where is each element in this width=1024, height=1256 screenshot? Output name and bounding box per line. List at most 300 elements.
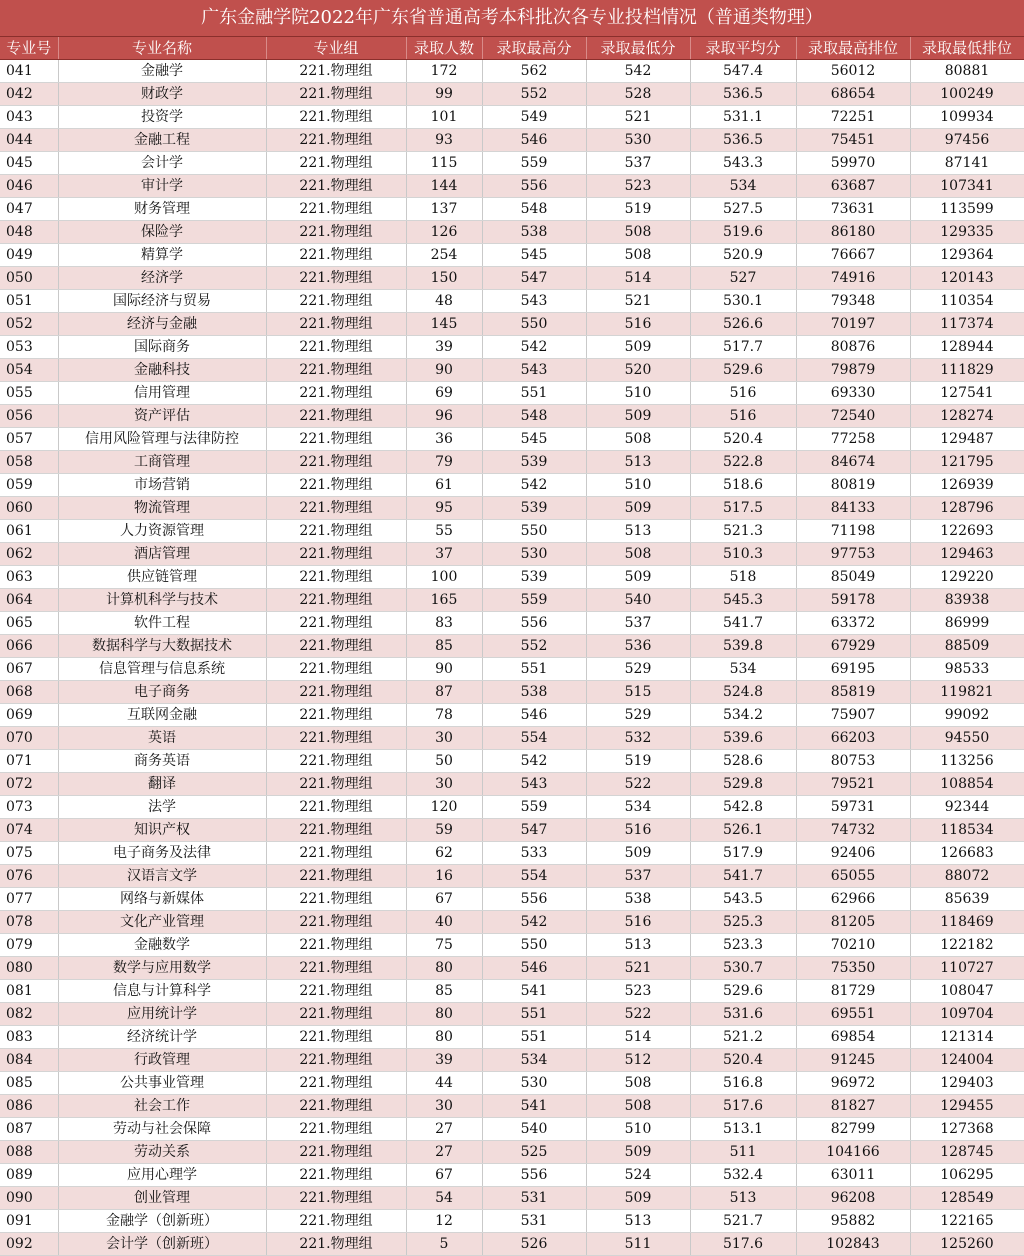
admit-count-cell: 39	[406, 336, 482, 359]
avg-score-cell: 520.4	[690, 428, 796, 451]
min-score-cell: 528	[586, 83, 690, 106]
col-header-avg-score: 录取平均分	[690, 37, 796, 60]
admit-count-cell: 80	[406, 1003, 482, 1026]
max-score-cell: 550	[482, 520, 586, 543]
max-rank-cell: 102843	[796, 1233, 910, 1256]
max-rank-cell: 84133	[796, 497, 910, 520]
max-rank-cell: 62966	[796, 888, 910, 911]
admit-count-cell: 165	[406, 589, 482, 612]
table-row	[0, 589, 1024, 612]
major-code-cell: 088	[0, 1141, 58, 1164]
min-rank-cell: 108047	[910, 980, 1024, 1003]
table-row	[0, 1164, 1024, 1187]
admit-count-cell: 120	[406, 796, 482, 819]
max-rank-cell: 59178	[796, 589, 910, 612]
table-row	[0, 221, 1024, 244]
major-name-cell: 精算学	[58, 244, 266, 267]
max-score-cell: 525	[482, 1141, 586, 1164]
max-rank-cell: 70210	[796, 934, 910, 957]
max-score-cell: 546	[482, 129, 586, 152]
major-code-cell: 081	[0, 980, 58, 1003]
max-score-cell: 538	[482, 221, 586, 244]
max-rank-cell: 75907	[796, 704, 910, 727]
table-row	[0, 750, 1024, 773]
major-name-cell: 计算机科学与技术	[58, 589, 266, 612]
max-rank-cell: 63011	[796, 1164, 910, 1187]
col-header-group: 专业组	[266, 37, 406, 60]
min-rank-cell: 129487	[910, 428, 1024, 451]
max-rank-cell: 81205	[796, 911, 910, 934]
major-group-cell: 221.物理组	[266, 497, 406, 520]
max-score-cell: 526	[482, 1233, 586, 1256]
major-name-cell: 工商管理	[58, 451, 266, 474]
major-name-cell: 资产评估	[58, 405, 266, 428]
major-group-cell: 221.物理组	[266, 359, 406, 382]
max-score-cell: 539	[482, 497, 586, 520]
major-name-cell: 投资学	[58, 106, 266, 129]
major-code-cell: 080	[0, 957, 58, 980]
min-score-cell: 532	[586, 727, 690, 750]
min-score-cell: 521	[586, 957, 690, 980]
avg-score-cell: 517.6	[690, 1095, 796, 1118]
min-rank-cell: 99092	[910, 704, 1024, 727]
max-score-cell: 530	[482, 543, 586, 566]
major-name-cell: 软件工程	[58, 612, 266, 635]
max-rank-cell: 96972	[796, 1072, 910, 1095]
min-score-cell: 510	[586, 1118, 690, 1141]
max-rank-cell: 66203	[796, 727, 910, 750]
avg-score-cell: 516.8	[690, 1072, 796, 1095]
major-group-cell: 221.物理组	[266, 1164, 406, 1187]
avg-score-cell: 516	[690, 382, 796, 405]
major-code-cell: 092	[0, 1233, 58, 1256]
min-score-cell: 511	[586, 1233, 690, 1256]
major-code-cell: 041	[0, 60, 58, 83]
max-score-cell: 552	[482, 635, 586, 658]
table-row	[0, 313, 1024, 336]
min-score-cell: 508	[586, 244, 690, 267]
major-group-cell: 221.物理组	[266, 1026, 406, 1049]
table-row	[0, 1187, 1024, 1210]
major-name-cell: 金融科技	[58, 359, 266, 382]
admit-count-cell: 115	[406, 152, 482, 175]
major-code-cell: 056	[0, 405, 58, 428]
avg-score-cell: 517.6	[690, 1233, 796, 1256]
min-score-cell: 540	[586, 589, 690, 612]
table-row	[0, 1026, 1024, 1049]
table-row	[0, 520, 1024, 543]
major-group-cell: 221.物理组	[266, 336, 406, 359]
min-score-cell: 509	[586, 405, 690, 428]
min-score-cell: 509	[586, 497, 690, 520]
admit-count-cell: 75	[406, 934, 482, 957]
major-name-cell: 财务管理	[58, 198, 266, 221]
major-name-cell: 互联网金融	[58, 704, 266, 727]
major-group-cell: 221.物理组	[266, 382, 406, 405]
major-group-cell: 221.物理组	[266, 221, 406, 244]
avg-score-cell: 525.3	[690, 911, 796, 934]
max-rank-cell: 72540	[796, 405, 910, 428]
admit-count-cell: 30	[406, 727, 482, 750]
min-score-cell: 530	[586, 129, 690, 152]
table-row	[0, 267, 1024, 290]
min-rank-cell: 108854	[910, 773, 1024, 796]
avg-score-cell: 541.7	[690, 865, 796, 888]
major-name-cell: 人力资源管理	[58, 520, 266, 543]
table-row	[0, 451, 1024, 474]
major-name-cell: 数学与应用数学	[58, 957, 266, 980]
avg-score-cell: 517.5	[690, 497, 796, 520]
major-code-cell: 063	[0, 566, 58, 589]
min-rank-cell: 121314	[910, 1026, 1024, 1049]
table-row	[0, 474, 1024, 497]
major-group-cell: 221.物理组	[266, 819, 406, 842]
admit-count-cell: 69	[406, 382, 482, 405]
min-score-cell: 520	[586, 359, 690, 382]
major-group-cell: 221.物理组	[266, 865, 406, 888]
min-score-cell: 524	[586, 1164, 690, 1187]
min-score-cell: 510	[586, 382, 690, 405]
min-rank-cell: 126939	[910, 474, 1024, 497]
min-rank-cell: 94550	[910, 727, 1024, 750]
major-name-cell: 国际经济与贸易	[58, 290, 266, 313]
max-score-cell: 556	[482, 1164, 586, 1187]
admit-count-cell: 30	[406, 1095, 482, 1118]
major-name-cell: 应用统计学	[58, 1003, 266, 1026]
avg-score-cell: 520.9	[690, 244, 796, 267]
admit-count-cell: 99	[406, 83, 482, 106]
major-group-cell: 221.物理组	[266, 60, 406, 83]
major-name-cell: 金融学（创新班）	[58, 1210, 266, 1233]
major-group-cell: 221.物理组	[266, 474, 406, 497]
major-code-cell: 067	[0, 658, 58, 681]
avg-score-cell: 531.6	[690, 1003, 796, 1026]
max-score-cell: 551	[482, 1003, 586, 1026]
col-header-max-rank: 录取最高排位	[796, 37, 910, 60]
major-code-cell: 053	[0, 336, 58, 359]
min-score-cell: 515	[586, 681, 690, 704]
major-name-cell: 商务英语	[58, 750, 266, 773]
max-score-cell: 548	[482, 405, 586, 428]
table-row	[0, 1049, 1024, 1072]
col-header-min-score: 录取最低分	[586, 37, 690, 60]
max-score-cell: 541	[482, 980, 586, 1003]
admit-count-cell: 101	[406, 106, 482, 129]
admit-count-cell: 61	[406, 474, 482, 497]
max-rank-cell: 69195	[796, 658, 910, 681]
major-code-cell: 042	[0, 83, 58, 106]
major-code-cell: 074	[0, 819, 58, 842]
min-score-cell: 512	[586, 1049, 690, 1072]
max-score-cell: 556	[482, 888, 586, 911]
max-rank-cell: 86180	[796, 221, 910, 244]
major-group-cell: 221.物理组	[266, 451, 406, 474]
avg-score-cell: 510.3	[690, 543, 796, 566]
major-group-cell: 221.物理组	[266, 681, 406, 704]
admit-count-cell: 80	[406, 1026, 482, 1049]
max-score-cell: 550	[482, 313, 586, 336]
major-group-cell: 221.物理组	[266, 773, 406, 796]
major-group-cell: 221.物理组	[266, 1003, 406, 1026]
col-header-max-score: 录取最高分	[482, 37, 586, 60]
admit-count-cell: 79	[406, 451, 482, 474]
major-group-cell: 221.物理组	[266, 566, 406, 589]
table-row	[0, 359, 1024, 382]
max-rank-cell: 80876	[796, 336, 910, 359]
max-rank-cell: 59970	[796, 152, 910, 175]
major-name-cell: 会计学（创新班）	[58, 1233, 266, 1256]
min-rank-cell: 126683	[910, 842, 1024, 865]
table-title: 广东金融学院2022年广东省普通高考本科批次各专业投档情况（普通类物理）	[0, 0, 1024, 37]
major-code-cell: 085	[0, 1072, 58, 1095]
min-rank-cell: 122182	[910, 934, 1024, 957]
major-code-cell: 061	[0, 520, 58, 543]
avg-score-cell: 521.7	[690, 1210, 796, 1233]
admission-table	[0, 37, 1024, 1256]
max-score-cell: 551	[482, 1026, 586, 1049]
max-score-cell: 559	[482, 589, 586, 612]
max-score-cell: 543	[482, 359, 586, 382]
table-row	[0, 198, 1024, 221]
min-score-cell: 529	[586, 658, 690, 681]
max-score-cell: 542	[482, 336, 586, 359]
admit-count-cell: 55	[406, 520, 482, 543]
min-rank-cell: 86999	[910, 612, 1024, 635]
table-row	[0, 129, 1024, 152]
min-rank-cell: 128549	[910, 1187, 1024, 1210]
min-score-cell: 519	[586, 750, 690, 773]
table-row	[0, 60, 1024, 83]
admit-count-cell: 44	[406, 1072, 482, 1095]
max-score-cell: 542	[482, 911, 586, 934]
min-score-cell: 508	[586, 543, 690, 566]
avg-score-cell: 545.3	[690, 589, 796, 612]
table-body	[0, 60, 1024, 1256]
table-row	[0, 175, 1024, 198]
min-score-cell: 542	[586, 60, 690, 83]
admit-count-cell: 37	[406, 543, 482, 566]
admit-count-cell: 85	[406, 980, 482, 1003]
major-code-cell: 070	[0, 727, 58, 750]
admit-count-cell: 83	[406, 612, 482, 635]
max-rank-cell: 97753	[796, 543, 910, 566]
max-score-cell: 562	[482, 60, 586, 83]
max-rank-cell: 95882	[796, 1210, 910, 1233]
max-score-cell: 556	[482, 612, 586, 635]
avg-score-cell: 519.6	[690, 221, 796, 244]
min-rank-cell: 80881	[910, 60, 1024, 83]
major-group-cell: 221.物理组	[266, 152, 406, 175]
table-row	[0, 106, 1024, 129]
table-row	[0, 152, 1024, 175]
major-name-cell: 网络与新媒体	[58, 888, 266, 911]
max-rank-cell: 92406	[796, 842, 910, 865]
major-group-cell: 221.物理组	[266, 1187, 406, 1210]
admit-count-cell: 254	[406, 244, 482, 267]
table-row	[0, 934, 1024, 957]
table-row	[0, 428, 1024, 451]
min-score-cell: 514	[586, 1026, 690, 1049]
major-code-cell: 068	[0, 681, 58, 704]
major-name-cell: 数据科学与大数据技术	[58, 635, 266, 658]
major-group-cell: 221.物理组	[266, 1233, 406, 1256]
avg-score-cell: 530.1	[690, 290, 796, 313]
max-rank-cell: 72251	[796, 106, 910, 129]
admit-count-cell: 40	[406, 911, 482, 934]
admit-count-cell: 67	[406, 888, 482, 911]
avg-score-cell: 523.3	[690, 934, 796, 957]
min-score-cell: 537	[586, 612, 690, 635]
major-code-cell: 047	[0, 198, 58, 221]
max-rank-cell: 79879	[796, 359, 910, 382]
table-row	[0, 1072, 1024, 1095]
major-code-cell: 073	[0, 796, 58, 819]
min-score-cell: 522	[586, 773, 690, 796]
min-score-cell: 516	[586, 911, 690, 934]
min-rank-cell: 125260	[910, 1233, 1024, 1256]
min-rank-cell: 110354	[910, 290, 1024, 313]
max-rank-cell: 77258	[796, 428, 910, 451]
max-rank-cell: 75451	[796, 129, 910, 152]
major-code-cell: 076	[0, 865, 58, 888]
max-score-cell: 533	[482, 842, 586, 865]
avg-score-cell: 526.1	[690, 819, 796, 842]
min-score-cell: 522	[586, 1003, 690, 1026]
table-row	[0, 1118, 1024, 1141]
min-rank-cell: 122693	[910, 520, 1024, 543]
min-rank-cell: 129220	[910, 566, 1024, 589]
major-group-cell: 221.物理组	[266, 612, 406, 635]
min-score-cell: 509	[586, 842, 690, 865]
major-group-cell: 221.物理组	[266, 83, 406, 106]
max-rank-cell: 104166	[796, 1141, 910, 1164]
admit-count-cell: 150	[406, 267, 482, 290]
min-rank-cell: 128745	[910, 1141, 1024, 1164]
avg-score-cell: 516	[690, 405, 796, 428]
table-row	[0, 727, 1024, 750]
max-score-cell: 540	[482, 1118, 586, 1141]
major-code-cell: 060	[0, 497, 58, 520]
major-name-cell: 劳动与社会保障	[58, 1118, 266, 1141]
min-score-cell: 513	[586, 451, 690, 474]
min-rank-cell: 110727	[910, 957, 1024, 980]
major-group-cell: 221.物理组	[266, 428, 406, 451]
avg-score-cell: 529.6	[690, 980, 796, 1003]
min-score-cell: 509	[586, 1187, 690, 1210]
major-code-cell: 045	[0, 152, 58, 175]
max-score-cell: 530	[482, 1072, 586, 1095]
major-group-cell: 221.物理组	[266, 934, 406, 957]
major-code-cell: 090	[0, 1187, 58, 1210]
min-score-cell: 529	[586, 704, 690, 727]
table-row	[0, 957, 1024, 980]
major-group-cell: 221.物理组	[266, 1072, 406, 1095]
max-score-cell: 549	[482, 106, 586, 129]
major-group-cell: 221.物理组	[266, 888, 406, 911]
admit-count-cell: 5	[406, 1233, 482, 1256]
major-group-cell: 221.物理组	[266, 175, 406, 198]
avg-score-cell: 517.7	[690, 336, 796, 359]
major-group-cell: 221.物理组	[266, 1118, 406, 1141]
avg-score-cell: 547.4	[690, 60, 796, 83]
max-score-cell: 542	[482, 750, 586, 773]
min-score-cell: 521	[586, 106, 690, 129]
major-name-cell: 翻译	[58, 773, 266, 796]
table-row	[0, 405, 1024, 428]
admit-count-cell: 36	[406, 428, 482, 451]
avg-score-cell: 527	[690, 267, 796, 290]
major-name-cell: 经济与金融	[58, 313, 266, 336]
max-score-cell: 547	[482, 819, 586, 842]
major-code-cell: 091	[0, 1210, 58, 1233]
major-name-cell: 电子商务及法律	[58, 842, 266, 865]
table-row	[0, 244, 1024, 267]
min-score-cell: 513	[586, 934, 690, 957]
max-score-cell: 539	[482, 566, 586, 589]
major-code-cell: 087	[0, 1118, 58, 1141]
major-group-cell: 221.物理组	[266, 658, 406, 681]
avg-score-cell: 531.1	[690, 106, 796, 129]
max-score-cell: 531	[482, 1210, 586, 1233]
max-score-cell: 554	[482, 865, 586, 888]
major-code-cell: 083	[0, 1026, 58, 1049]
major-code-cell: 058	[0, 451, 58, 474]
min-score-cell: 509	[586, 336, 690, 359]
col-header-min-rank: 录取最低排位	[910, 37, 1024, 60]
min-score-cell: 513	[586, 520, 690, 543]
max-score-cell: 551	[482, 382, 586, 405]
avg-score-cell: 536.5	[690, 83, 796, 106]
admit-count-cell: 50	[406, 750, 482, 773]
table-row	[0, 1210, 1024, 1233]
table-row	[0, 980, 1024, 1003]
max-rank-cell: 67929	[796, 635, 910, 658]
max-score-cell: 543	[482, 290, 586, 313]
major-name-cell: 金融数学	[58, 934, 266, 957]
table-row	[0, 658, 1024, 681]
major-code-cell: 069	[0, 704, 58, 727]
max-rank-cell: 59731	[796, 796, 910, 819]
min-rank-cell: 109934	[910, 106, 1024, 129]
admit-count-cell: 144	[406, 175, 482, 198]
table-row	[0, 773, 1024, 796]
major-group-cell: 221.物理组	[266, 911, 406, 934]
max-score-cell: 552	[482, 83, 586, 106]
avg-score-cell: 530.7	[690, 957, 796, 980]
avg-score-cell: 534.2	[690, 704, 796, 727]
admit-count-cell: 172	[406, 60, 482, 83]
table-row	[0, 612, 1024, 635]
min-score-cell: 519	[586, 198, 690, 221]
min-rank-cell: 118469	[910, 911, 1024, 934]
avg-score-cell: 543.5	[690, 888, 796, 911]
major-name-cell: 汉语言文学	[58, 865, 266, 888]
max-rank-cell: 80819	[796, 474, 910, 497]
major-name-cell: 保险学	[58, 221, 266, 244]
max-rank-cell: 91245	[796, 1049, 910, 1072]
major-code-cell: 071	[0, 750, 58, 773]
col-header-count: 录取人数	[406, 37, 482, 60]
major-code-cell: 075	[0, 842, 58, 865]
max-rank-cell: 74732	[796, 819, 910, 842]
min-rank-cell: 106295	[910, 1164, 1024, 1187]
min-rank-cell: 98533	[910, 658, 1024, 681]
avg-score-cell: 539.8	[690, 635, 796, 658]
avg-score-cell: 518	[690, 566, 796, 589]
min-rank-cell: 107341	[910, 175, 1024, 198]
min-score-cell: 523	[586, 980, 690, 1003]
admit-count-cell: 16	[406, 865, 482, 888]
